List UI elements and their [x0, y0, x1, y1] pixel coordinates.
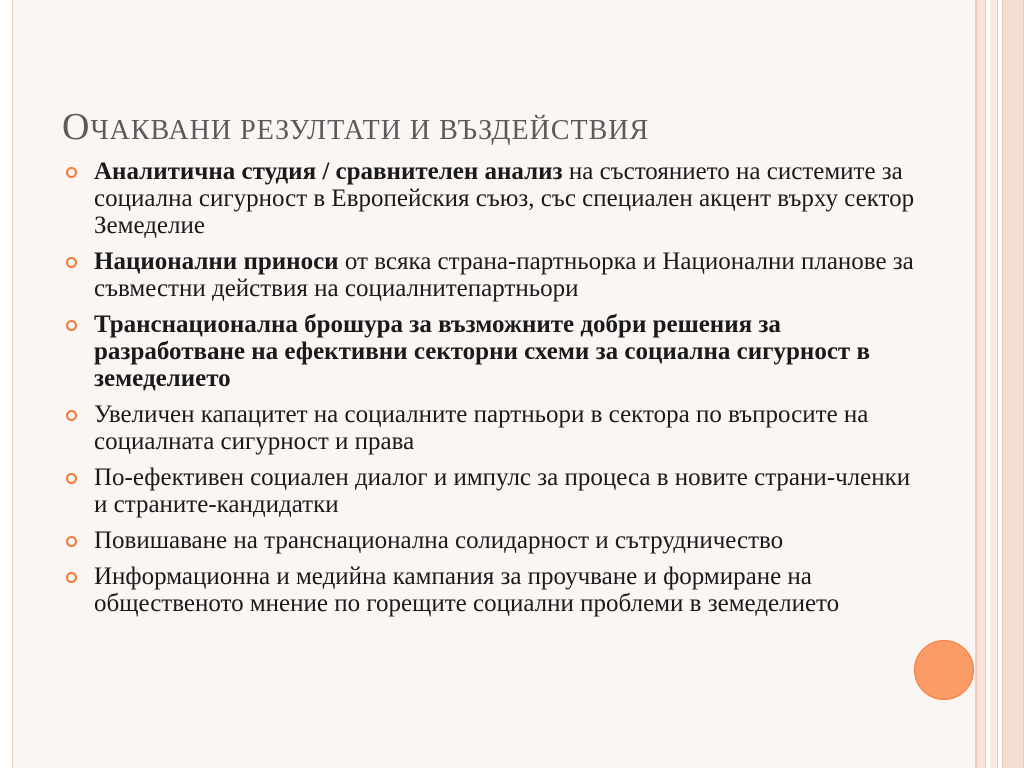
bullet-bold-text: Транснационална брошура за възможните добри решения за разработване на ефективни секторни схеми за социална сигурност в земеделието — [94, 311, 870, 392]
ring-bullet-icon — [66, 536, 77, 547]
ring-bullet-icon — [66, 473, 77, 484]
list-item — [64, 248, 924, 302]
ring-bullet-icon — [66, 572, 77, 583]
ring-bullet-icon — [66, 410, 77, 421]
list-item — [64, 464, 924, 518]
side-bar-1 — [976, 0, 986, 768]
side-bar-2 — [990, 0, 998, 768]
slide-title-rest: ЧАКВАНИ РЕЗУЛТАТИ И ВЪЗДЕЙСТВИЯ — [90, 115, 650, 146]
bullet-bold-text: Национални приноси — [94, 248, 339, 275]
slide-title — [62, 105, 649, 149]
bullet-text: Информационна и медийна кампания за проучване и формиране на общественото мнение по горещите социални проблеми в земеделието — [94, 563, 840, 617]
bullet-bold-text: Аналитична студия / сравнителен анализ — [94, 158, 563, 185]
ring-bullet-icon — [66, 167, 77, 178]
bullet-list — [64, 158, 924, 626]
list-item — [64, 527, 924, 554]
side-bar-3 — [1002, 0, 1024, 768]
list-item — [64, 401, 924, 455]
list-item — [64, 311, 924, 392]
bullet-text: на състоянието на системите за социална сигурност в Европейския съюз, със специален акцент върху сектор Земеделие — [94, 158, 915, 239]
slide-title-initial: О — [62, 106, 91, 148]
list-item — [64, 563, 924, 617]
bullet-text: Повишаване на транснационална солидарност и сътрудничество — [94, 527, 784, 554]
ring-bullet-icon — [66, 320, 77, 331]
ring-bullet-icon — [66, 257, 77, 268]
decorative-circle — [914, 640, 974, 700]
bullet-text: от всяка страна-партньорка и Национални планове за съвместни действия на социалнитепартньори — [94, 248, 914, 302]
list-item — [64, 158, 924, 239]
decorative-side-bars — [976, 0, 1024, 768]
bullet-text: Увеличен капацитет на социалните партньори в сектора по въпросите на социалната сигурност и права — [94, 401, 869, 455]
bullet-text: По-ефективен социален диалог и импулс за процеса в новите страни-членки и страните-кандидатки — [94, 464, 911, 518]
